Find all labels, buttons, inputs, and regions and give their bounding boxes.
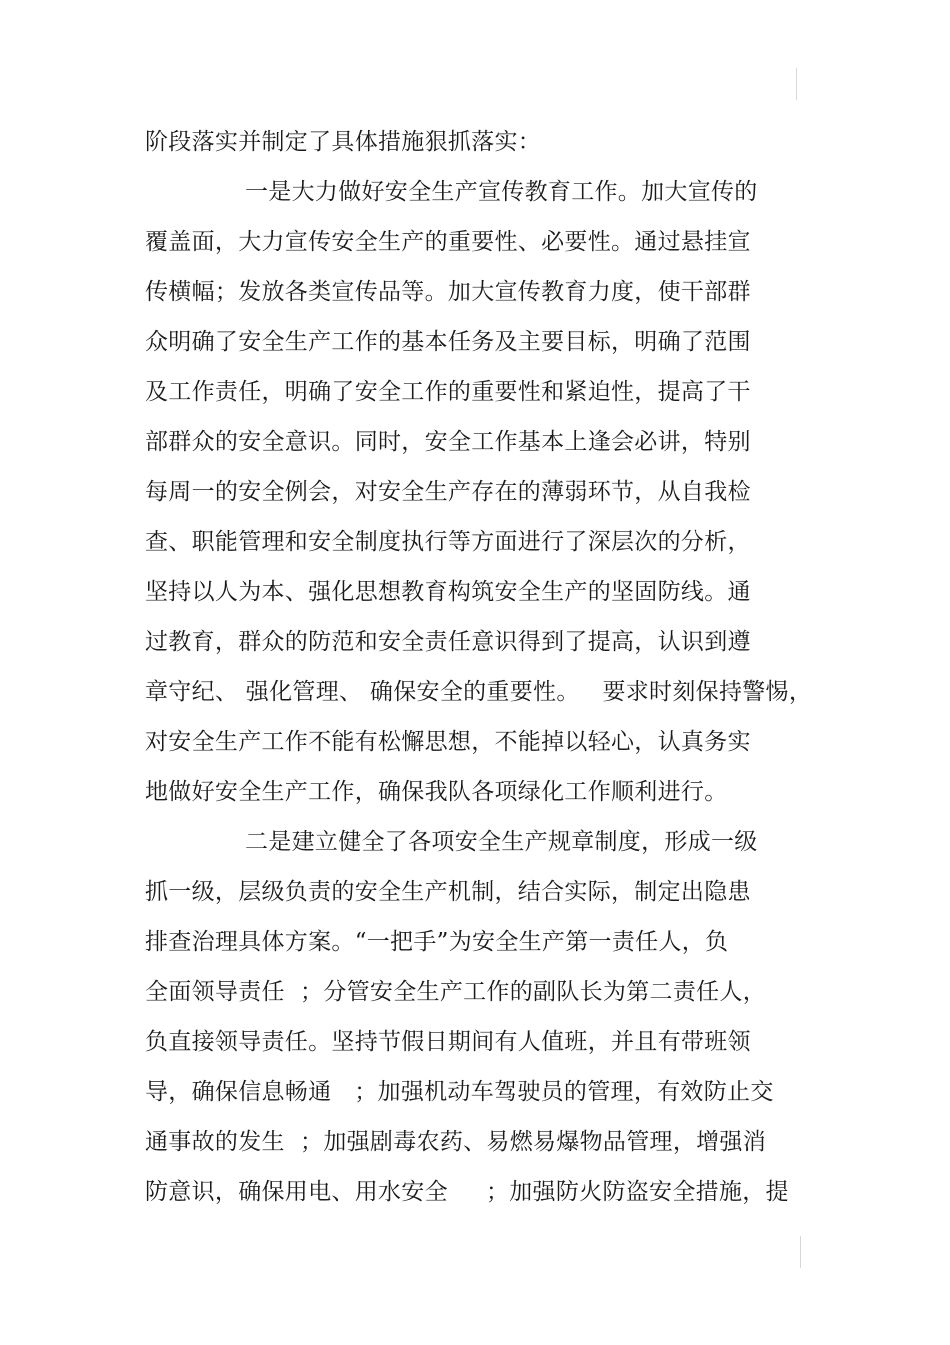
text-line: 传横幅；发放各类宣传品等。加大宣传教育力度，使干部群 <box>145 279 751 305</box>
text-line: 过教育，群众的防范和安全责任意识得到了提高，认识到遵 <box>145 629 751 655</box>
text-line: 覆盖面，大力宣传安全生产的重要性、必要性。通过悬挂宣 <box>145 229 751 255</box>
text-line: 每周一的安全例会，对安全生产存在的薄弱环节，从自我检 <box>145 479 751 505</box>
text-line: 负直接领导责任。坚持节假日期间有人值班，并且有带班领 <box>145 1029 751 1055</box>
text-line: 防意识，确保用电、用水安全 ；加强防火防盗安全措施，提 <box>145 1179 789 1205</box>
bottom-right-crop-mark <box>800 1236 801 1268</box>
text-line: 对安全生产工作不能有松懈思想，不能掉以轻心，认真务实 <box>145 729 751 755</box>
text-line: 排查治理具体方案。“一把手”为安全生产第一责任人，负 <box>145 929 729 955</box>
text-line: 查、职能管理和安全制度执行等方面进行了深层次的分析， <box>145 529 751 555</box>
text-line: 坚持以人为本、强化思想教育构筑安全生产的坚固防线。通 <box>145 579 751 605</box>
text-line: 抓一级，层级负责的安全生产机制，结合实际，制定出隐患 <box>145 879 751 905</box>
text-line: 众明确了安全生产工作的基本任务及主要目标，明确了范围 <box>145 329 751 355</box>
text-line: 及工作责任，明确了安全工作的重要性和紧迫性，提高了干 <box>145 379 751 405</box>
text-line: 导，确保信息畅通 ；加强机动车驾驶员的管理，有效防止交 <box>145 1079 774 1105</box>
top-right-crop-mark <box>796 68 797 100</box>
paragraph-1-first-line: 一是大力做好安全生产宣传教育工作。加大宣传的 <box>245 179 758 205</box>
text-line: 全面领导责任 ；分管安全生产工作的副队长为第二责任人， <box>145 979 767 1005</box>
text-line: 通事故的发生 ；加强剧毒农药、易燃易爆物品管理，增强消 <box>145 1129 767 1155</box>
text-line: 阶段落实并制定了具体措施狠抓落实： <box>145 129 542 155</box>
text-line: 部群众的安全意识。同时，安全工作基本上逢会必讲，特别 <box>145 429 751 455</box>
paragraph-2-first-line: 二是建立健全了各项安全生产规章制度，形成一级 <box>245 829 758 855</box>
text-line: 地做好安全生产工作，确保我队各项绿化工作顺利进行。 <box>145 779 728 805</box>
text-line: 章守纪、 强化管理、 确保安全的重要性。 要求时刻保持警惕， <box>145 679 813 705</box>
